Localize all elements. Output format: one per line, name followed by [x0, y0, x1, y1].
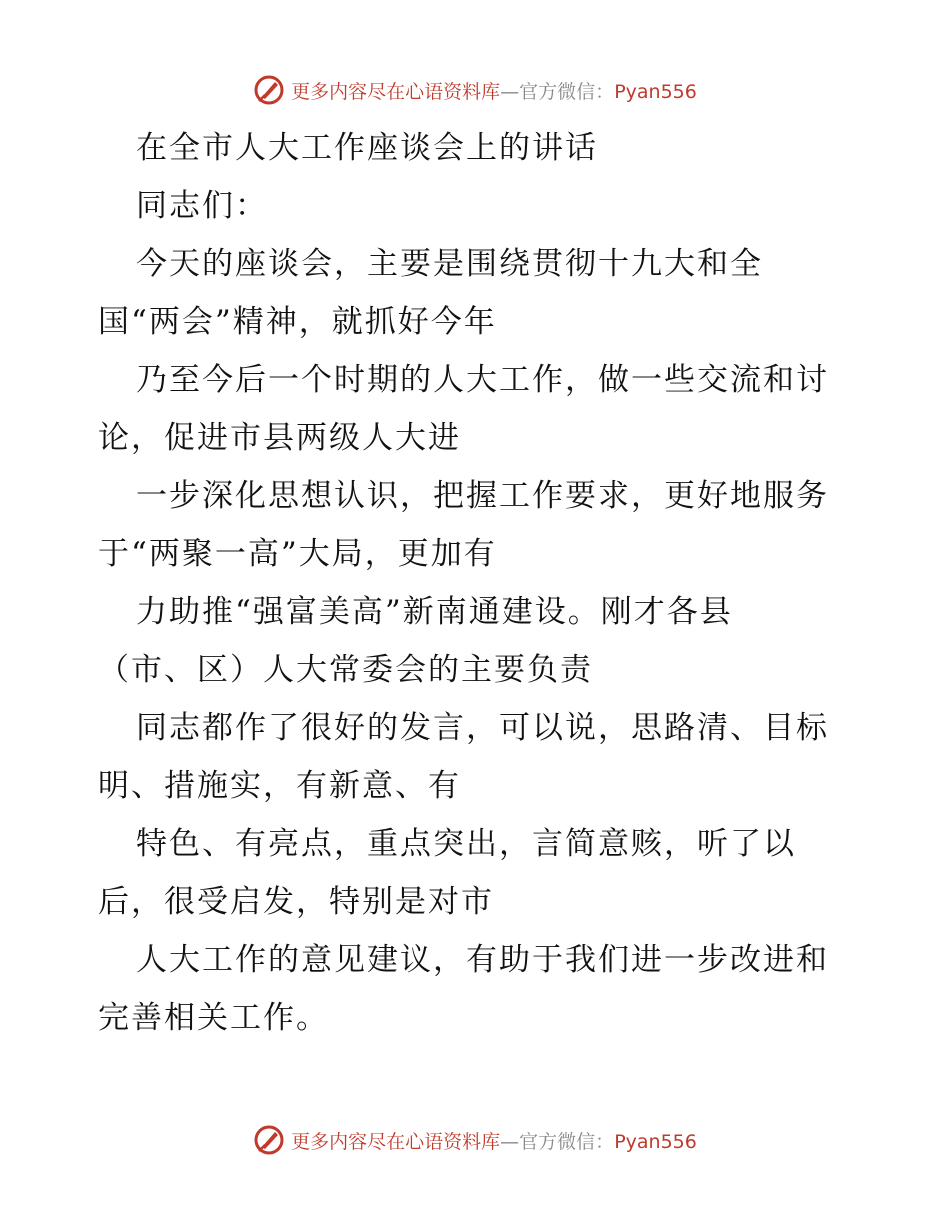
- document-line: 特色、有亮点，重点突出，言简意赅，听了以: [136, 826, 796, 862]
- document-line: 同志们：: [136, 188, 268, 224]
- banner-wechat-id: Pyan556: [614, 1130, 697, 1153]
- document-line: 人大工作的意见建议，有助于我们进一步改进和: [136, 942, 829, 978]
- document-line: （市、区）人大常委会的主要负责: [98, 652, 593, 688]
- feather-logo-icon: [253, 1124, 285, 1156]
- document-line: 后，很受启发，特别是对市: [98, 884, 494, 920]
- banner-wechat-label: 官方微信：: [519, 80, 615, 103]
- document-line: 明、措施实，有新意、有: [98, 768, 461, 804]
- document-line: 完善相关工作。: [98, 1000, 329, 1036]
- banner-dash: —: [500, 1130, 520, 1153]
- header-banner: [0, 70, 950, 110]
- feather-logo-icon: [253, 74, 285, 106]
- document-line: 今天的座谈会，主要是围绕贯彻十九大和全: [136, 246, 763, 282]
- banner-wechat-label: 官方微信：: [519, 1130, 615, 1153]
- document-line: 论，促进市县两级人大进: [98, 420, 461, 456]
- banner-site-text: 更多内容尽在心语资料库: [291, 1130, 501, 1153]
- banner-text: [291, 77, 697, 104]
- document-line: 同志都作了很好的发言，可以说，思路清、目标: [136, 710, 829, 746]
- document-line: 乃至今后一个时期的人大工作，做一些交流和讨: [136, 362, 829, 398]
- banner-text: [291, 1127, 697, 1154]
- document-line: 国“两会”精神，就抓好今年: [98, 304, 497, 340]
- footer-banner: [0, 1120, 950, 1160]
- document-line: 一步深化思想认识，把握工作要求，更好地服务: [136, 478, 829, 514]
- banner-dash: —: [500, 80, 520, 103]
- document-line: 于“两聚一高”大局，更加有: [98, 536, 497, 572]
- document-title: 在全市人大工作座谈会上的讲话: [136, 130, 598, 166]
- document-line: 力助推“强富美高”新南通建设。刚才各县: [136, 594, 733, 630]
- banner-site-text: 更多内容尽在心语资料库: [291, 80, 501, 103]
- banner-wechat-id: Pyan556: [614, 80, 697, 103]
